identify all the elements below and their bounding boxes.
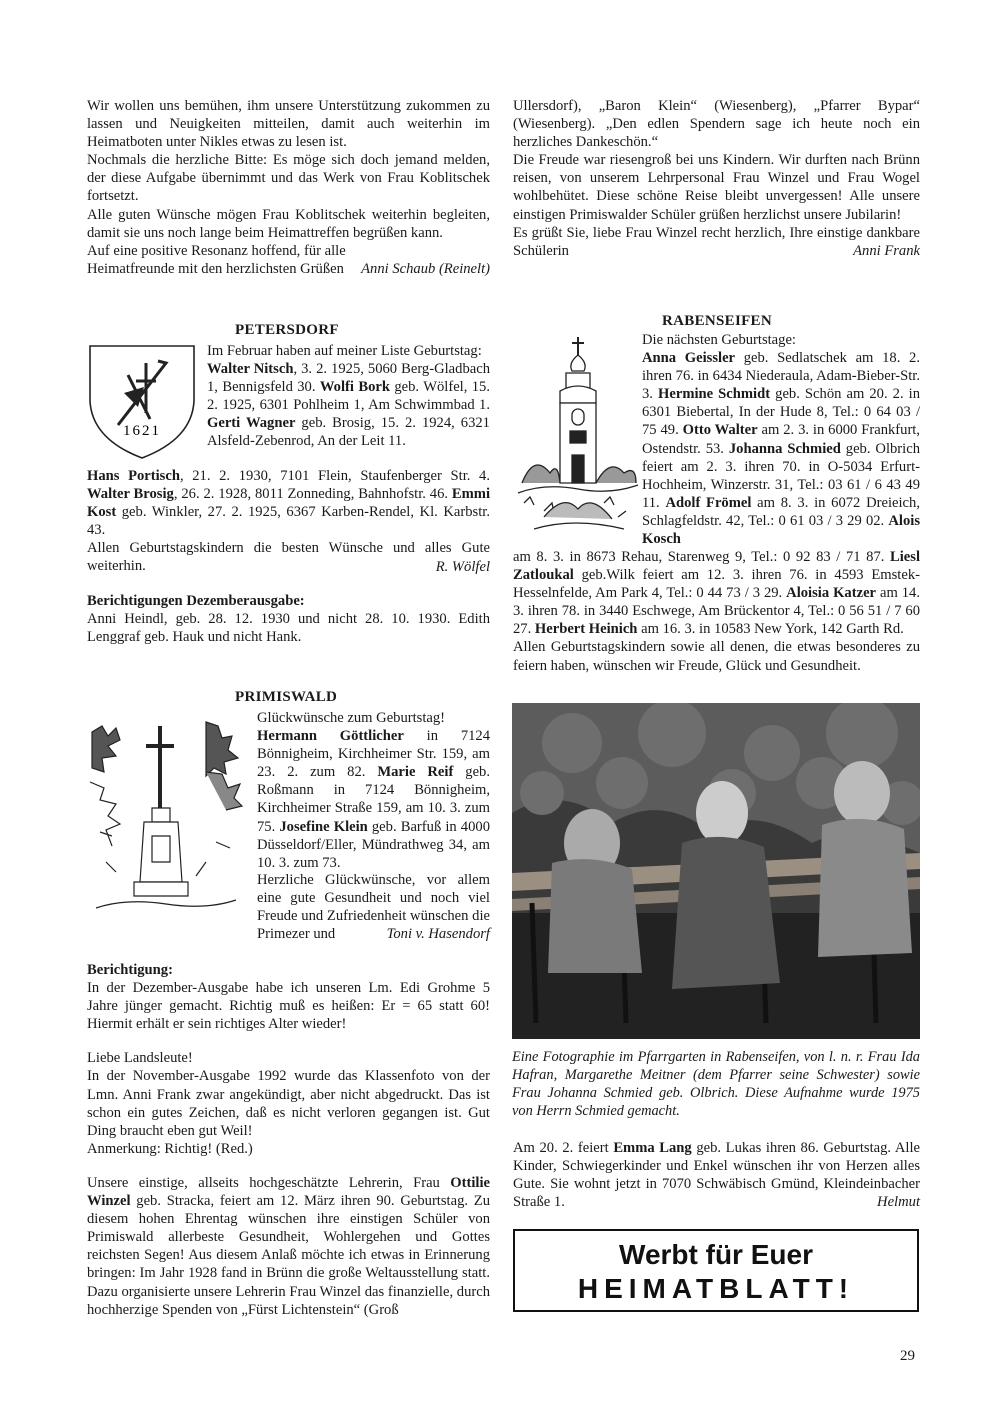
signature: Helmut: [877, 1194, 920, 1211]
crest-year: 1621: [123, 423, 161, 439]
person-name: Hermann Göttlicher: [257, 728, 404, 745]
person-name: Herbert Heinich: [534, 621, 638, 638]
primiswald-closing: Herzliche Glückwünsche, vor allem eine gute Gesundheit und noch viel Freude und Zufriedenheit wünschen die Primezer und Toni v. Hasendorf: [257, 872, 490, 943]
signature: R. Wölfel: [435, 558, 490, 575]
left-intro-text: Wir wollen uns bemühen, ihm unsere Unterstützung zukommen zu lassen und Neuigkeiten mitteilen, damit auch weiterhin im Heimatboten unter Nikles etwas zu lesen ist. Nochmals die herzliche Bitte: Es möge sich doch jemand melden, der diese Aufgabe übernimmt und das Werk von Frau Koblitschek fortsetzt. Alle guten Wünsche mögen Frau Koblitschek weiterhin begleiten, damit sie uns noch lange beim Heimattreffen begrüßen kann. Auf eine positive Resonanz hoffend, für alle Heimatfreunde mit den herzlichsten Grüßen Anni Schaub (Reinelt): [87, 98, 490, 277]
section-heading-petersdorf: PETERSDORF: [235, 322, 339, 338]
church-icon: [514, 333, 640, 538]
person-name: Josefine Klein: [279, 818, 368, 835]
right-intro-text: Ullersdorf), „Baron Klein“ (Wiesenberg), „Pfarrer Bypar“ (Wiesenberg). „Den edlen Spendern sage ich heute noch ein herzliches Dankeschön.“ Die Freude war riesengroß bei uns Kindern. Wir durften nach Brünn reisen, von unserem Lehrpersonal Frau Winzel und Frau Wogel wohlbehütet. Diese schöne Reise bleibt unvergessen! Alle unsere einstigen Primiswalder Schüler grüßen herzlichst unsere Jubilarin! Es grüßt Sie, liebe Frau Winzel recht herzlich, Ihre einstige dankbare Schülerin Anni Frank: [513, 98, 920, 259]
rabenseifen-text-cont: am 8. 3. in 8673 Rehau, Starenweg 9, Tel.: 0 92 83 / 71 87. Liesl Zatloukal geb.Wilk feiert am 12. 3. ihren 76. in 4593 Emstek-Hesselnfelde, Am Park 4, Tel.: 0 44 73 / 3 29. Aloisia Katzer am 14. 3. ihren 78. in 3440 Eschwege, Am Brückentor 4, Tel.: 0 56 51 / 7 60 27. Herbert Heinich am 16. 3. in 10583 New York, 142 Garth Rd. Allen Geburtstagskindern sowie all denen, die etwas besonderes zu feiern haben, wünschen wir Freude, Glück und Gesundheit.: [513, 549, 920, 674]
emma-lang-text: Am 20. 2. feiert Emma Lang geb. Lukas ihren 86. Geburtstag. Alle Kinder, Schwiegerkinder und Enkel wünschen ihr von Herzen alles Gute. Sie wohnt jetzt in 7070 Schwäbisch Gmünd, Kleindeinbacher Straße 1. Helmut: [513, 1140, 920, 1211]
page-number: 29: [900, 1348, 915, 1364]
person-name: Alois Kosch: [642, 512, 920, 548]
person-name: Gerti Wagner: [207, 415, 296, 432]
person-name: Adolf Frömel: [665, 494, 752, 511]
garden-photo: [512, 703, 920, 1039]
person-name: Emmi Kost: [87, 486, 490, 521]
person-name: Hermine Schmidt: [658, 386, 771, 403]
person-name: Walter Nitsch: [207, 361, 294, 378]
primiswald-text: Glückwünsche zum Geburtstag! Hermann Göttlicher in 7124 Bönnigheim, Kirchheimer Str. 159, am 23. 2. zum 82. Marie Reif geb. Roßmann in 7124 Bönnigheim, Kirchheimer Straße 159, am 10. 3. zum 75. Josefine Klein geb. Barfuß in 4000 Düsseldorf/Eller, Mündrathweg 34, am 10. 3. zum 73.: [257, 710, 491, 871]
person-name: Anna Geissler: [642, 350, 736, 367]
signature: Anni Frank: [853, 242, 920, 259]
ad-line-1: Werbt für Euer: [619, 1239, 813, 1270]
person-name: Aloisia Katzer: [786, 585, 877, 602]
heimatblatt-ad: [513, 1229, 919, 1312]
person-name: Otto Walter: [682, 422, 758, 439]
person-name: Walter Brosig: [87, 486, 174, 503]
left-bottom-text: Berichtigung: In der Dezember-Ausgabe habe ich unseren Lm. Edi Grohme 5 Jahre jünger gemacht. Richtig muß es heißen: Er = 65 statt 60! Hiermit erhält er sein richtiges Alter wieder! Liebe Landsleute! In der November-Ausgabe 1992 wurde das Klassenfoto von der Lmn. Anni Frank zwar angekündigt, aber nicht abgedruckt. Das ist schon ein gutes Zeichen, daß es nicht verloren gegangen ist. Gut Ding braucht eben gut Weil! Anmerkung: Richtig! (Red.) Unsere einstige, allseits hochgeschätzte Lehrerin, Frau Ottilie Winzel geb. Stracka, feiert am 12. März ihren 90. Geburtstag. Zu diesem hohen Ehrentag wünschen ihre einstigen Schüler von Primiswald allerbeste Gesundheit, Wohlergehen und Gottes reichsten Segen! Aus diesem Anlaß möchte ich etwas in Erinnerung bringen: Im Jahr 1928 fand in Brünn die große Weltausstellung statt. Dazu organisierte unsere Lehrerin Frau Winzel das finanzielle, durch hochherzige Spenden von „Fürst Lichtenstein“ (Groß: [87, 962, 490, 1318]
ad-line-2: HEIMATBLATT!: [577, 1273, 855, 1304]
person-name: Liesl Zatloukal: [513, 549, 920, 584]
subheading: Berichtigungen Dezemberausgabe:: [87, 592, 305, 609]
petersdorf-crest-icon: [88, 343, 196, 461]
person-name: Emma Lang: [613, 1140, 692, 1156]
section-heading-rabenseifen: RABENSEIFEN: [662, 313, 772, 329]
signature: Anni Schaub (Reinelt): [361, 260, 490, 277]
signature: Toni v. Hasendorf: [386, 926, 490, 943]
person-name: Wolfi Bork: [319, 379, 390, 396]
subheading: Berichtigung:: [87, 962, 173, 978]
petersdorf-text-cont: Hans Portisch, 21. 2. 1930, 7101 Flein, Staufenberger Str. 4. Walter Brosig, 26. 2. 1928, 8011 Zonneding, Bahnhofstr. 46. Emmi Kost geb. Winkler, 27. 2. 1925, 6367 Karben-Rendel, Kl. Karbstr. 43. Allen Geburtstagskindern die besten Wünsche und alles Gute weiterhin. R. Wölfel Berichtigungen Dezemberausgabe: Anni Heindl, geb. 28. 12. 1930 und nicht 28. 10. 1930. Edith Lenggraf geb. Hauk und nicht Hank.: [87, 468, 490, 645]
section-heading-primiswald: PRIMISWALD: [235, 689, 338, 705]
person-name: Marie Reif: [377, 764, 454, 781]
petersdorf-text: Im Februar haben auf meiner Liste Geburtstag: Walter Nitsch, 3. 2. 1925, 5060 Berg-Gladbach 1, Bennigsfeld 30. Wolfi Bork geb. Wölfel, 15. 2. 1925, 6301 Pohlheim 1, Am Schwimmbad 1. Gerti Wagner geb. Brosig, 15. 2. 1924, 6321 Alsfeld-Zebenrod, An der Leit 11.: [207, 343, 491, 450]
photo-caption: Eine Fotographie im Pfarrgarten in Rabenseifen, von l. n. r. Frau Ida Hafran, Margarethe Meitner (dem Pfarrer seine Schwester) sowie Frau Johanna Schmied geb. Olbrich. Diese Aufnahme wurde 1975 von Herrn Schmied gemacht.: [512, 1049, 920, 1119]
person-name: Johanna Schmied: [728, 440, 841, 457]
person-name: Hans Portisch: [87, 468, 180, 484]
rabenseifen-text: Die nächsten Geburtstage: Anna Geissler geb. Sedlatschek am 18. 2. ihren 76. in 6434 Niederaula, Adam-Bieber-Str. 3. Hermine Schmidt geb. Schön am 20. 2. in 6301 Biebertal, In der Hude 8, Tel.: 0 64 03 / 75 49. Otto Walter am 2. 3. in 6000 Frankfurt, Ostendstr. 53. Johanna Schmied geb. Olbrich feiert am 2. 3. ihren 70. in O-5034 Erfurt-Hochheim, Winzerstr. 31, Tel.: 03 61 / 6 43 49 11. Adolf Frömel am 8. 3. in 6072 Dreieich, Schlagfeldstr. 42, Tel.: 0 61 03 / 3 29 02. Alois Kosch: [642, 332, 921, 548]
person-name: Ottilie Winzel: [87, 1174, 490, 1210]
